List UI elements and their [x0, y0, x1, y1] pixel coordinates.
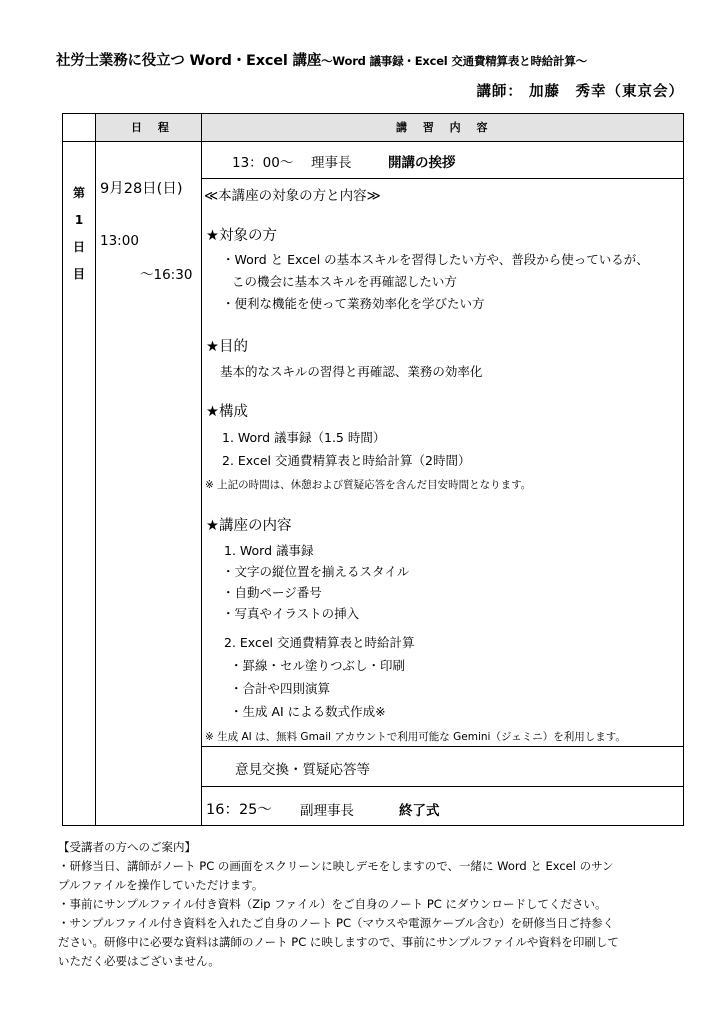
target-line: ・便利な機能を使って業務効率化を学びたい方 [222, 296, 485, 311]
notes-line: ・サンプルファイル付き資料を入れたご自身のノート PC（マウスや電源ケーブル含む）を研修当日ご持参く [58, 916, 615, 930]
structure-item: 1. Word 議事録（1.5 時間） [222, 430, 386, 445]
opening-time: 13：00～ [232, 155, 294, 171]
day-label-char: 1 [74, 213, 84, 227]
table-divider-day [95, 113, 96, 826]
notes-line: プルファイルを操作していただけます。 [58, 878, 264, 892]
content-section-title: 2. Excel 交通費精算表と時給計算 [224, 635, 415, 650]
header-content: 講 習 内 容 [396, 121, 494, 134]
target-line: ・Word と Excel の基本スキルを習得したい方や、普段から使っているが、 [222, 252, 649, 267]
purpose-text: 基本的なスキルの習得と再確認、業務の効率化 [220, 364, 483, 379]
content-note: ※ 生成 AI は、無料 Gmail アカウントで利用可能な Gemini（ジェミニ）を利用します。 [205, 731, 626, 743]
document-title [56, 49, 696, 70]
content-item: ・生成 AI による数式作成※ [230, 704, 386, 719]
table-row-rule-qa [201, 786, 684, 787]
closing-role: 副理事長 [300, 803, 354, 819]
opening-role: 理事長 [311, 155, 352, 171]
notes-line: ださい。研修中に必要な資料は講師のノート PC に映しますので、事前にサンプルファイルや資料を印刷して [58, 935, 619, 949]
day-label-char: 第 [72, 186, 85, 200]
header-schedule: 日 程 [131, 121, 175, 134]
notes-line: ・研修当日、講師がノート PC の画面をスクリーンに映しデモをしますので、一緒に Word と Excel のサン [58, 859, 614, 873]
content-item: ・罫線・セル塗りつぶし・印刷 [230, 658, 406, 673]
day-label-char: 日 [72, 240, 85, 254]
session-end-time: ～16:30 [140, 267, 193, 283]
intro-heading: ≪本講座の対象の方と内容≫ [204, 188, 381, 204]
content-heading: ★講座の内容 [206, 518, 292, 534]
lecturer-line: 講師： 加藤 秀幸（東京会） [476, 84, 684, 100]
target-heading: ★対象の方 [206, 228, 277, 244]
content-item: ・文字の縦位置を揃えるスタイル [222, 564, 410, 579]
content-item: ・自動ページ番号 [222, 585, 322, 600]
content-item: ・写真やイラストの挿入 [222, 606, 360, 621]
day-label [70, 180, 88, 288]
opening-event: 開講の挨拶 [388, 155, 456, 171]
attendee-notes [58, 838, 690, 971]
qa-row: 意見交換・質疑応答等 [235, 762, 370, 778]
notes-line: ・事前にサンプルファイル付き資料（Zip ファイル）をご自身のノート PC にダウンロードしてください。 [58, 897, 607, 911]
target-line: この機会に基本スキルを再確認したい方 [232, 274, 457, 289]
content-item: ・合計や四則演算 [230, 681, 331, 696]
title-subtitle: ～Word 議事録・Excel 交通費精算表と時給計算～ [321, 54, 587, 68]
structure-note: ※ 上記の時間は、休憩および質疑応答を含んだ目安時間となります。 [205, 479, 532, 491]
closing-time: 16：25～ [206, 802, 272, 818]
title-main: 社労士業務に役立つ Word・Excel 講座 [56, 53, 322, 69]
structure-item: 2. Excel 交通費精算表と時給計算（2時間） [222, 453, 471, 468]
closing-event: 終了式 [399, 803, 440, 819]
session-start-time: 13:00 [100, 233, 139, 249]
structure-heading: ★構成 [206, 404, 248, 420]
table-divider-schedule [201, 113, 202, 826]
notes-line: いただく必要はございません。 [58, 954, 220, 968]
table-row-rule-opening [201, 178, 684, 179]
content-section-title: 1. Word 議事録 [224, 543, 314, 558]
table-header-rule [62, 141, 684, 142]
purpose-heading: ★目的 [206, 339, 248, 355]
notes-heading: 【受講者の方へのご案内】 [58, 840, 196, 854]
day-label-char: 目 [72, 267, 85, 281]
session-date: 9月28日(日) [100, 181, 183, 197]
table-row-rule-content [201, 746, 684, 747]
